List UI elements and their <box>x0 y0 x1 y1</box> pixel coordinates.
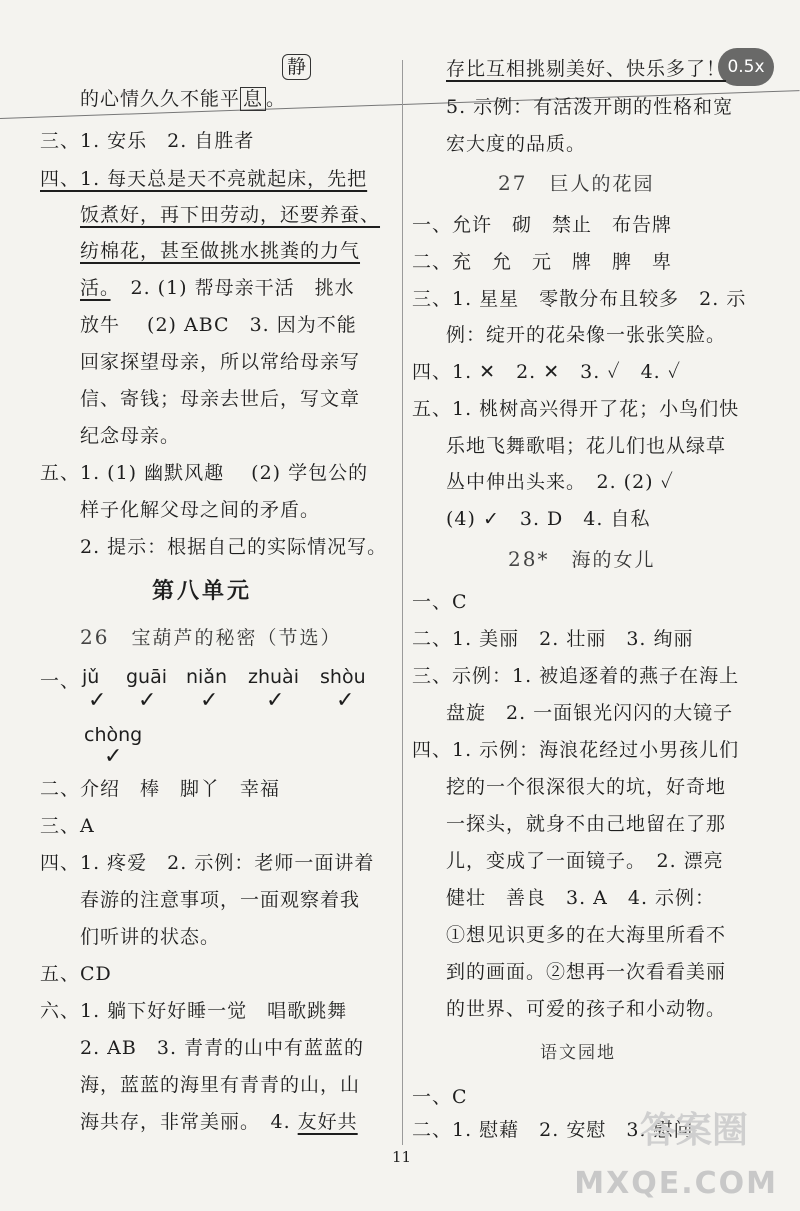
page-number: 11 <box>392 1148 412 1166</box>
answer-line: 5. 示例：有活泼开朗的性格和宽 <box>446 96 734 118</box>
answer-line: 二、介绍 棒 脚丫 幸福 <box>40 778 281 800</box>
correction-box: 静 <box>282 54 311 80</box>
watermark-text: MXQE.COM <box>574 1166 778 1201</box>
check-mark: ✓ <box>138 688 157 713</box>
answer-line: 六、1. 躺下好好睡一觉 唱歌跳舞 <box>40 1000 348 1022</box>
answer-line: 存比互相挑剔美好、快乐多了！ <box>446 58 727 80</box>
answer-line: 宏大度的品质。 <box>446 133 587 155</box>
answer-line: ①想见识更多的在大海里所看不 <box>446 924 727 946</box>
answer-line: 五、1. (1) 幽默风趣 (2) 学包公的 <box>40 462 369 484</box>
answer-line: 2. AB 3. 青青的山中有蓝蓝的 <box>80 1037 365 1059</box>
answer-line: 三、A <box>40 815 95 837</box>
answer-line: (4) ✓ 3. D 4. 自私 <box>446 508 651 530</box>
pinyin: shòu <box>320 666 366 688</box>
zoom-badge[interactable]: 0.5x <box>718 48 774 86</box>
answer-line: 四、1. 每天总是天不亮就起床，先把 <box>40 168 368 190</box>
answer-line: 的心情久久不能平 息 。 <box>80 88 287 110</box>
answer-line: 四、1. 示例：海浪花经过小男孩儿们 <box>412 739 740 761</box>
answer-line: 三、1. 星星 零散分布且较多 2. 示 <box>412 288 747 310</box>
pinyin: guāi <box>126 666 168 688</box>
check-mark: ✓ <box>266 688 285 713</box>
answer-line: 一、C <box>412 591 468 613</box>
answer-line: 儿，变成了一面镜子。 2. 漂亮 <box>446 850 724 872</box>
answer-line: 二、1. 慰藉 2. 安慰 3. 慰问 <box>412 1119 694 1141</box>
check-mark: ✓ <box>88 688 107 713</box>
answer-line: 四、1. 疼爱 2. 示例：老师一面讲着 <box>40 852 375 874</box>
answer-line: 盘旋 2. 一面银光闪闪的大镜子 <box>446 702 734 724</box>
answer-line: 春游的注意事项，一面观察着我 <box>80 889 361 911</box>
answer-line: 一探头，就身不由己地留在了那 <box>446 813 727 835</box>
answer-line: 乐地飞舞歌唱；花儿们也从绿草 <box>446 435 727 457</box>
answer-line: 2. 提示：根据自己的实际情况写。 <box>80 536 388 558</box>
answer-line: 一、 <box>40 670 81 692</box>
answer-line: 例：绽开的花朵像一张张笑脸。 <box>446 324 727 346</box>
check-mark: ✓ <box>200 688 219 713</box>
answer-line: 饭煮好，再下田劳动，还要养蚕、 <box>80 204 381 226</box>
pinyin: jǔ <box>82 666 100 688</box>
lesson-heading: 26 宝葫芦的秘密（节选） <box>80 625 342 649</box>
answer-line: 回家探望母亲，所以常给母亲写 <box>80 351 361 373</box>
check-mark: ✓ <box>336 688 355 713</box>
answer-line: 丛中伸出头来。 2. (2) ✓ <box>446 471 674 493</box>
answer-line: 三、1. 安乐 2. 自胜者 <box>40 130 255 152</box>
answer-line: 们听讲的状态。 <box>80 926 221 948</box>
check-mark: ✓ <box>104 744 123 769</box>
answer-line: 二、1. 美丽 2. 壮丽 3. 绚丽 <box>412 628 694 650</box>
answer-line: 样子化解父母之间的矛盾。 <box>80 499 321 521</box>
answer-line: 四、1. ✕ 2. ✕ 3. ✓ 4. ✓ <box>412 361 682 383</box>
pinyin: zhuài <box>248 666 299 688</box>
corrected-char: 息 <box>240 87 266 111</box>
answer-line: 五、1. 桃树高兴得开了花；小鸟们快 <box>412 398 740 420</box>
lesson-heading: 27 巨人的花园 <box>498 171 655 195</box>
answer-line: 一、C <box>412 1086 468 1108</box>
section-heading: 语文园地 <box>540 1043 616 1063</box>
pinyin: niǎn <box>186 666 228 688</box>
answer-line: 到的画面。②想再一次看看美丽 <box>446 961 727 983</box>
answer-line: 三、示例：1. 被追逐着的燕子在海上 <box>412 665 740 687</box>
answer-line: 的世界、可爱的孩子和小动物。 <box>446 998 727 1020</box>
answer-line: 纪念母亲。 <box>80 425 181 447</box>
answer-line: 挖的一个很深很大的坑，好奇地 <box>446 776 727 798</box>
answer-line: 一、允许 砌 禁止 布告牌 <box>412 214 673 236</box>
answer-line: 健壮 善良 3. A 4. 示例： <box>446 887 716 909</box>
answer-line: 放牛 (2) ABC 3. 因为不能 <box>80 314 357 336</box>
answer-line: 海共存，非常美丽。 4. 友好共 <box>80 1111 358 1133</box>
column-divider <box>402 60 403 1145</box>
answer-line: 海，蓝蓝的海里有青青的山，山 <box>80 1074 361 1096</box>
lesson-heading: 28* 海的女儿 <box>508 547 656 571</box>
answer-line: 纺棉花，甚至做挑水挑粪的力气 <box>80 240 361 262</box>
answer-line: 信、寄钱；母亲去世后，写文章 <box>80 388 361 410</box>
answer-line: 五、CD <box>40 963 112 985</box>
answer-line: 二、充 允 元 牌 脾 卑 <box>412 251 673 273</box>
unit-title: 第八单元 <box>152 579 253 604</box>
answer-line: 活。 2. (1) 帮母亲干活 挑水 <box>80 277 355 299</box>
pinyin: chòng <box>84 724 143 746</box>
watermark-logo: 答案圈 <box>639 1110 748 1151</box>
